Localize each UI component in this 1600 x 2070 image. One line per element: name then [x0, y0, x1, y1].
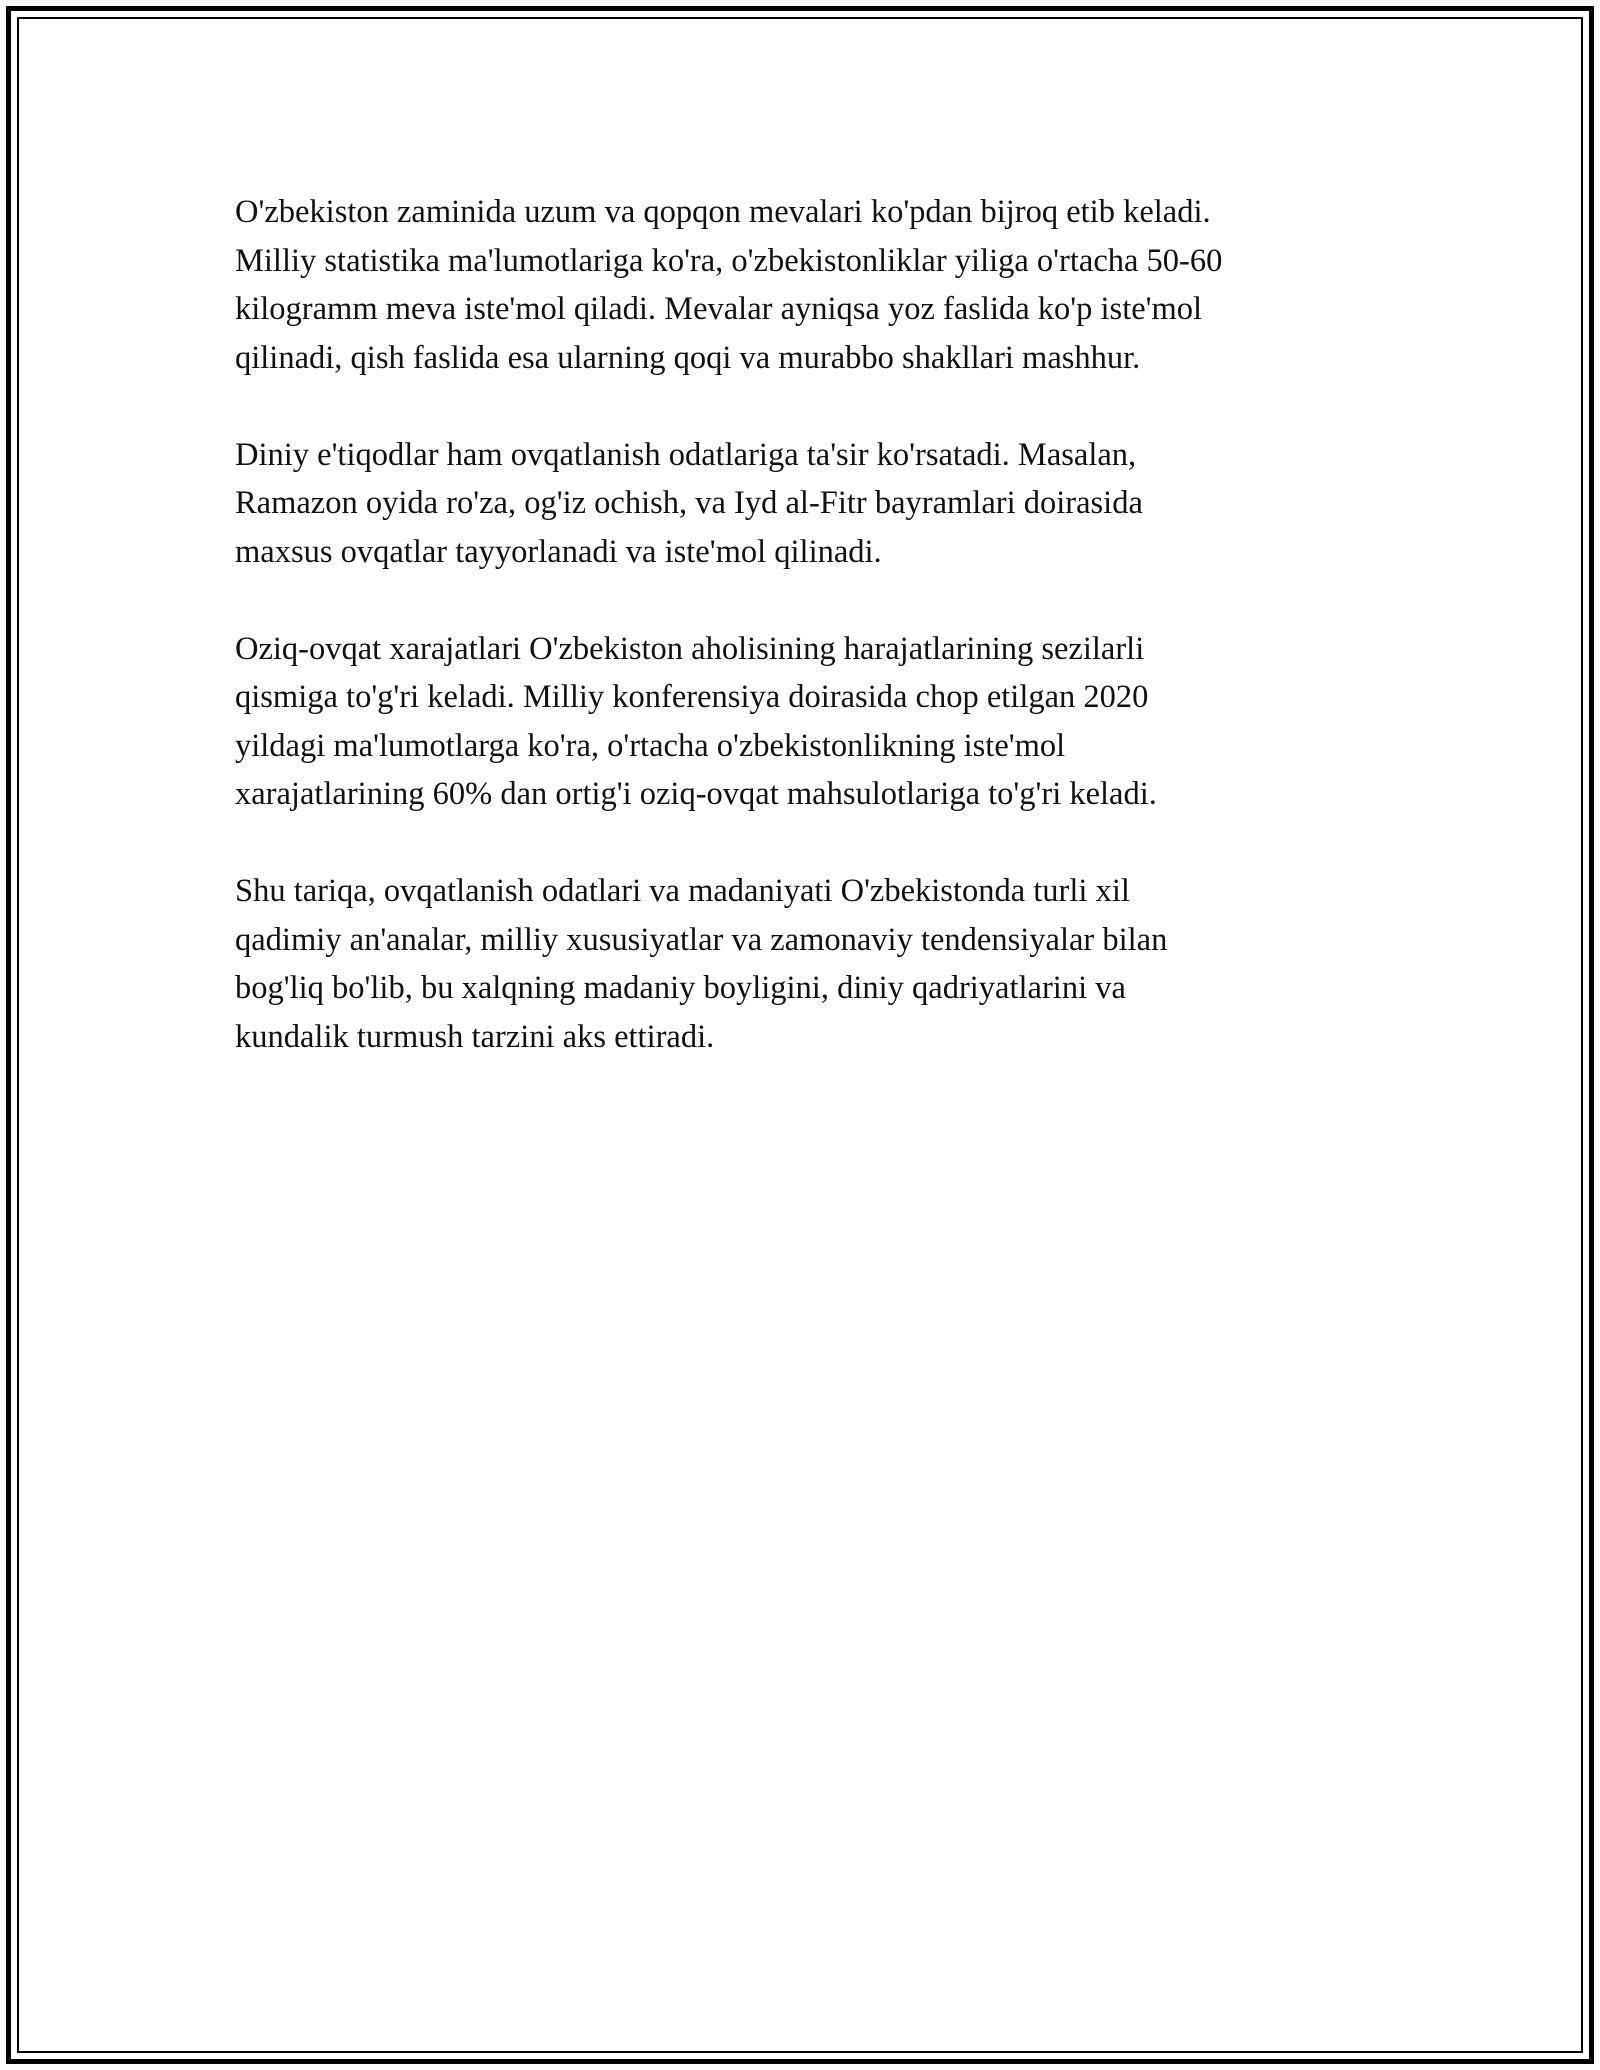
text-line: O'zbekiston zaminida uzum va qopqon mevalari ko'pdan bijroq etib keladi. [235, 194, 1211, 230]
text-line: Milliy statistika ma'lumotlariga ko'ra, o'zbekistonliklar yiliga o'rtacha 50-60 [235, 242, 1223, 279]
text-line: kilogramm meva iste'mol qiladi. Mevalar ayniqsa yoz faslida ko'p iste'mol [235, 291, 1203, 327]
text-line: Ramazon oyida ro'za, og'iz ochish, va Iyd al-Fitr bayramlari doirasida [235, 485, 1143, 521]
paragraph-expenses [235, 625, 1375, 819]
text-line: qadimiy an'analar, milliy xususiyatlar va zamonaviy tendensiyalar bilan [235, 921, 1168, 958]
paragraph-religion [235, 431, 1375, 577]
text-line: maxsus ovqatlar tayyorlanadi va iste'mol qilinadi. [235, 533, 882, 570]
text-line: Diniy e'tiqodlar ham ovqatlanish odatlariga ta'sir ko'rsatadi. Masalan, [235, 436, 1137, 473]
text-line: qismiga to'g'ri keladi. Milliy konferensiya doirasida chop etilgan 2020 [235, 679, 1149, 715]
text-line: Shu tariqa, ovqatlanish odatlari va madaniyati O'zbekistonda turli xil [235, 873, 1130, 909]
document-body [235, 188, 1375, 1110]
text-line: kundalik turmush tarzini aks ettiradi. [235, 1018, 715, 1055]
paragraph-conclusion [235, 867, 1375, 1061]
text-line: yildagi ma'lumotlarga ko'ra, o'rtacha o'zbekistonlikning iste'mol [235, 727, 1066, 764]
text-line: bog'liq bo'lib, bu xalqning madaniy boyligini, diniy qadriyatlarini va [235, 970, 1126, 1006]
text-line: qilinadi, qish faslida esa ularning qoqi va murabbo shakllari mashhur. [235, 339, 1141, 376]
text-line: Oziq-ovqat xarajatlari O'zbekiston aholisining harajatlarining sezilarli [235, 630, 1145, 667]
paragraph-fruits [235, 188, 1375, 382]
text-line: xarajatlarining 60% dan ortig'i oziq-ovqat mahsulotlariga to'g'ri keladi. [235, 776, 1157, 812]
